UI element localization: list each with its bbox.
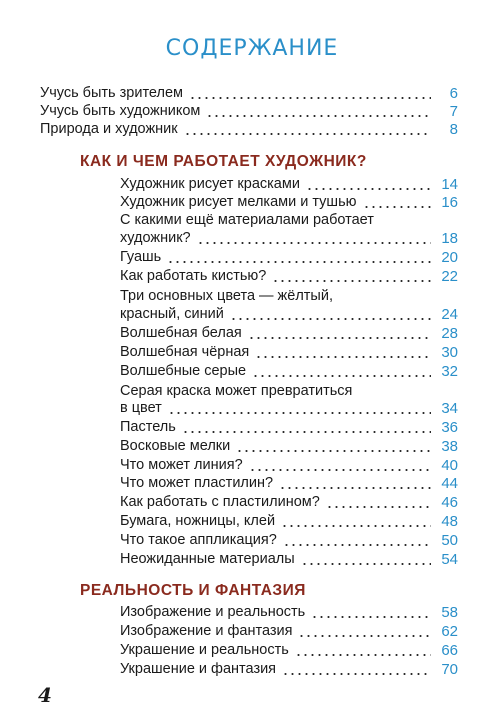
page-number: 4 bbox=[38, 683, 52, 707]
toc-entry-title: Гуашь bbox=[120, 249, 162, 265]
toc-entry-title-line1: С какими ещё материалами работает bbox=[120, 212, 374, 228]
toc-entry-page: 14 bbox=[441, 176, 458, 193]
section-heading: РЕАЛЬНОСТЬ И ФАНТАЗИЯ bbox=[80, 582, 306, 599]
toc-entry-page: 44 bbox=[441, 475, 458, 492]
leader-dots bbox=[272, 280, 431, 282]
toc-entry-title: Что может пластилин? bbox=[120, 475, 274, 491]
toc-entry-page: 20 bbox=[441, 249, 458, 266]
leader-dots bbox=[298, 635, 431, 637]
toc-entry-title: Изображение и фантазия bbox=[120, 623, 293, 639]
toc-entry[interactable] bbox=[120, 456, 458, 475]
toc-entry-page: 46 bbox=[441, 494, 458, 511]
toc-entry-title: Природа и художник bbox=[40, 121, 178, 137]
toc-entry-title: Украшение и фантазия bbox=[120, 661, 277, 677]
toc-entry[interactable] bbox=[120, 324, 458, 343]
toc-entry-page: 24 bbox=[441, 306, 458, 323]
toc-entry-title: Художник рисует красками bbox=[120, 176, 300, 192]
toc-entry[interactable] bbox=[40, 84, 458, 103]
toc-entry-page: 32 bbox=[441, 363, 458, 380]
toc-entry[interactable] bbox=[120, 474, 458, 493]
toc-entry-title: Пастель bbox=[120, 419, 176, 435]
leader-dots bbox=[283, 544, 431, 546]
leader-dots bbox=[182, 431, 431, 433]
toc-entry-page: 34 bbox=[441, 400, 458, 417]
toc-entry-title: Что может линия? bbox=[120, 457, 243, 473]
toc-entry[interactable] bbox=[120, 399, 458, 418]
toc-entry-title: Украшение и реальность bbox=[120, 642, 289, 658]
toc-entry[interactable] bbox=[120, 175, 458, 194]
toc-entry[interactable] bbox=[40, 120, 458, 139]
toc-entry-title: Бумага, ножницы, клей bbox=[120, 513, 276, 529]
leader-dots bbox=[252, 375, 431, 377]
toc-entry[interactable] bbox=[120, 622, 458, 641]
toc-entry[interactable] bbox=[120, 248, 458, 267]
toc-entry-page: 62 bbox=[441, 623, 458, 640]
toc-entry[interactable] bbox=[120, 437, 458, 456]
leader-dots bbox=[230, 318, 431, 320]
toc-entry[interactable] bbox=[120, 493, 458, 512]
toc-entry-page: 22 bbox=[441, 268, 458, 285]
leader-dots bbox=[279, 487, 431, 489]
toc-entry-page: 54 bbox=[441, 551, 458, 568]
toc-entry[interactable] bbox=[120, 267, 458, 286]
toc-entry[interactable] bbox=[40, 102, 458, 121]
toc-entry-title: Волшебные серые bbox=[120, 363, 247, 379]
toc-entry-page: 6 bbox=[449, 85, 458, 102]
toc-entry-page: 50 bbox=[441, 532, 458, 549]
toc-entry-title: Художник рисует мелками и тушью bbox=[120, 194, 357, 210]
toc-entry-page: 40 bbox=[441, 457, 458, 474]
leader-dots bbox=[282, 673, 431, 675]
toc-entry[interactable] bbox=[120, 418, 458, 437]
leader-dots bbox=[281, 525, 431, 527]
toc-entry-title: Что такое аппликация? bbox=[120, 532, 277, 548]
toc-entry-title: Волшебная чёрная bbox=[120, 344, 250, 360]
leader-dots bbox=[168, 412, 431, 414]
toc-entry-page: 48 bbox=[441, 513, 458, 530]
page-title: СОДЕРЖАНИЕ bbox=[165, 36, 339, 61]
toc-entry[interactable] bbox=[120, 531, 458, 550]
toc-entry[interactable] bbox=[120, 229, 458, 248]
toc-entry-title: красный, синий bbox=[120, 306, 224, 322]
leader-dots bbox=[326, 506, 431, 508]
toc-entry-title: Как работать с пластилином? bbox=[120, 494, 320, 510]
toc-entry-title: Неожиданные материалы bbox=[120, 551, 295, 567]
leader-dots bbox=[184, 133, 431, 135]
toc-entry-title-line1: Три основных цвета — жёлтый, bbox=[120, 288, 333, 304]
toc-entry-title-line1: Серая краска может превратиться bbox=[120, 383, 353, 399]
toc-entry[interactable] bbox=[120, 362, 458, 381]
toc-entry-title: в цвет bbox=[120, 400, 162, 416]
toc-entry[interactable] bbox=[120, 193, 458, 212]
toc-entry-page: 8 bbox=[449, 121, 458, 138]
toc-entry[interactable] bbox=[120, 641, 458, 660]
toc-entry-title: Как работать кистью? bbox=[120, 268, 267, 284]
toc-entry[interactable] bbox=[120, 550, 458, 569]
leader-dots bbox=[236, 450, 431, 452]
toc-entry[interactable] bbox=[120, 603, 458, 622]
leader-dots bbox=[206, 115, 431, 117]
toc-entry[interactable] bbox=[120, 343, 458, 362]
toc-entry-title: Учусь быть зрителем bbox=[40, 85, 184, 101]
leader-dots bbox=[311, 616, 431, 618]
section-heading: КАК И ЧЕМ РАБОТАЕТ ХУДОЖНИК? bbox=[80, 153, 367, 170]
toc-entry-page: 30 bbox=[441, 344, 458, 361]
leader-dots bbox=[295, 654, 431, 656]
leader-dots bbox=[363, 206, 432, 208]
toc-entry-title: Восковые мелки bbox=[120, 438, 231, 454]
toc-entry[interactable] bbox=[120, 660, 458, 679]
toc-entry-page: 28 bbox=[441, 325, 458, 342]
toc-entry-page: 38 bbox=[441, 438, 458, 455]
toc-entry-title: художник? bbox=[120, 230, 191, 246]
toc-entry-page: 18 bbox=[441, 230, 458, 247]
toc-entry-page: 16 bbox=[441, 194, 458, 211]
toc-entry-page: 66 bbox=[441, 642, 458, 659]
toc-entry-page: 7 bbox=[449, 103, 458, 120]
leader-dots bbox=[306, 188, 431, 190]
toc-entry-page: 58 bbox=[441, 604, 458, 621]
toc-entry-title: Волшебная белая bbox=[120, 325, 242, 341]
leader-dots bbox=[248, 337, 431, 339]
leader-dots bbox=[301, 563, 431, 565]
toc-entry-title: Учусь быть художником bbox=[40, 103, 201, 119]
toc-entry-page: 70 bbox=[441, 661, 458, 678]
leader-dots bbox=[189, 97, 431, 99]
leader-dots bbox=[255, 356, 431, 358]
toc-entry[interactable] bbox=[120, 512, 458, 531]
toc-entry[interactable] bbox=[120, 305, 458, 324]
leader-dots bbox=[197, 242, 431, 244]
leader-dots bbox=[167, 261, 431, 263]
leader-dots bbox=[249, 469, 431, 471]
toc-entry-title: Изображение и реальность bbox=[120, 604, 306, 620]
toc-entry-page: 36 bbox=[441, 419, 458, 436]
